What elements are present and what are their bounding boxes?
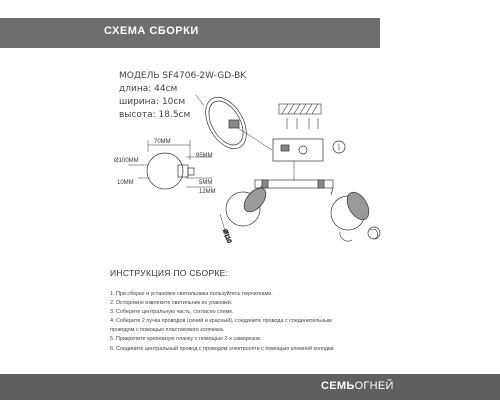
canopy-disc	[197, 90, 254, 155]
dim-100: Ø100MM	[114, 158, 139, 164]
brand-logo: СЕМЬОГНЕЙ	[321, 380, 394, 392]
dim-110: Ø110	[221, 228, 232, 245]
instructions-list	[110, 290, 335, 354]
instruction-step: 5. Прикрепите крепежную планку с помощью 2-х саморезов.	[110, 336, 262, 343]
instruction-step: 2. Осторожно извлеките светильник из упаковки.	[110, 300, 233, 307]
instruction-step: 4. Соберите 2 пучка проводов (синий и красный), соедините провода с соединительным	[110, 318, 332, 325]
rotate-callout-icon	[368, 227, 380, 239]
dim-95: 95MM	[196, 153, 213, 159]
wall-plate	[279, 104, 321, 114]
dim-10: 10MM	[117, 180, 134, 186]
mounting-bar	[273, 139, 323, 161]
spec-length: длина: 44см	[119, 84, 178, 94]
instruction-step: 3. Соберите центральную часть, согласно схеме.	[110, 309, 234, 316]
dim-70: 70MM	[154, 139, 171, 145]
terminal-block	[229, 120, 239, 128]
fixture-drawing	[196, 90, 380, 244]
dim-5: 5MM	[199, 180, 213, 186]
spec-height: высота: 18.5см	[119, 110, 191, 120]
profile-rod	[188, 168, 194, 175]
instruction-step: 6. Соедините центральный провод с проводом электросети с помощью клемной колодки.	[110, 345, 335, 352]
screws-icon	[287, 118, 318, 129]
instructions-title: ИНСТРУКЦИЯ ПО СБОРКЕ:	[110, 268, 229, 278]
right-shade	[331, 188, 373, 230]
instruction-step: 1. При сборке и установке светильника пользуйтесь перчатками.	[110, 291, 273, 297]
profile-lamp-circle	[147, 153, 183, 189]
page-title: СХЕМА СБОРКИ	[104, 25, 199, 37]
footer-band	[0, 374, 500, 400]
spec-model: МОДЕЛЬ SF4706-2W-GD-BK	[119, 71, 247, 81]
rotate-arrow-icon	[340, 232, 352, 241]
instruction-step: проводом с помощью пластикового колпачка.	[110, 327, 225, 334]
dim-12: 12MM	[199, 189, 216, 195]
spec-width: ширина: 10см	[119, 97, 186, 107]
